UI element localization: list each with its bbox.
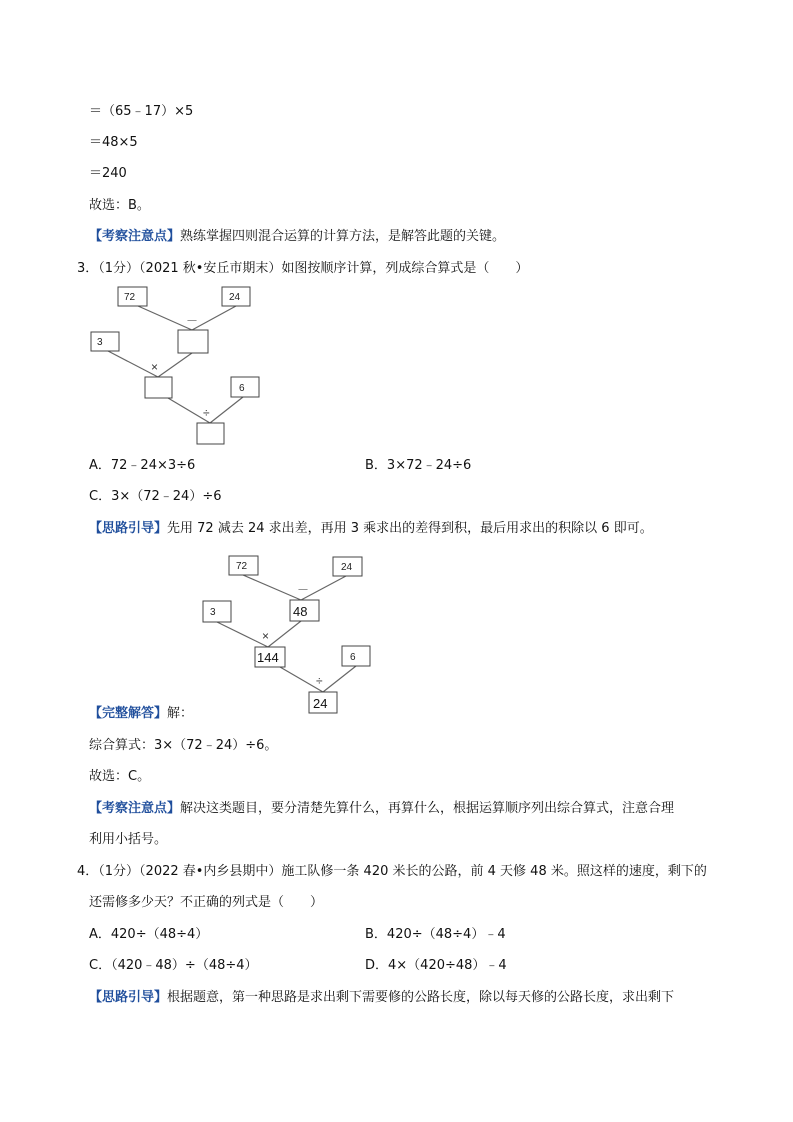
option-c[interactable]: C．3×（72﹣24）÷6 xyxy=(89,489,222,504)
box-6 xyxy=(342,646,370,666)
label-3: 3 xyxy=(210,607,216,618)
divide-sign: ÷ xyxy=(203,406,210,420)
answer-paragraph xyxy=(89,705,193,723)
minus-sign: － xyxy=(297,583,310,597)
label-24: 24 xyxy=(341,562,353,573)
note-text: 解决这类题目，要分清楚先算什么，再算什么，根据运算顺序列出综合算式，注意合理 xyxy=(180,801,675,816)
answer-choice: 故选：B。 xyxy=(89,198,150,213)
times-sign: × xyxy=(151,360,159,374)
label-72: 72 xyxy=(124,292,136,303)
answer-choice: 故选：C。 xyxy=(89,769,151,784)
question-4-stem: 4．（1分）（2022 春•内乡县期中）施工队修一条 420 米长的公路，前 4 天修 48 米。照这样的速度，剩下的 xyxy=(77,864,707,879)
calc-line-3: ＝240 xyxy=(89,166,127,181)
hint-text: 根据题意，第一种思路是求出剩下需要修的公路长度，除以每天修的公路长度，求出剩下 xyxy=(167,990,675,1005)
note-tag: 【考察注意点】 xyxy=(89,229,181,244)
option-b[interactable]: B．420÷（48÷4）﹣4 xyxy=(365,927,506,942)
option-d[interactable]: D．4×（420÷48）﹣4 xyxy=(365,958,507,973)
box-3 xyxy=(203,601,231,622)
option-a[interactable]: A．420÷（48÷4） xyxy=(89,927,209,942)
note-paragraph xyxy=(89,800,674,818)
option-a[interactable]: A．72﹣24×3÷6 xyxy=(89,458,196,473)
answer-tag: 【完整解答】 xyxy=(89,706,168,721)
hint-paragraph xyxy=(89,989,674,1007)
calc-line-2: ＝48×5 xyxy=(89,135,138,150)
option-b[interactable]: B．3×72﹣24÷6 xyxy=(365,458,472,473)
hint-text: 先用 72 减去 24 求出差，再用 3 乘求出的差得到积，最后用求出的积除以 6 即可。 xyxy=(167,521,653,536)
minus-sign: － xyxy=(186,314,199,328)
calc-line-1: ＝（65﹣17）×5 xyxy=(89,104,194,119)
answer-text: 解： xyxy=(167,706,194,721)
hint-tag: 【思路引导】 xyxy=(89,990,168,1005)
hint-tag: 【思路引导】 xyxy=(89,521,168,536)
divide-sign: ÷ xyxy=(316,674,323,688)
label-72: 72 xyxy=(236,561,248,572)
question-3-stem: 3．（1分）（2021 秋•安丘市期末）如图按顺序计算，列成综合算式是（ ） xyxy=(77,261,529,276)
question-4-stem-continued: 还需修多少天？不正确的列式是（ ） xyxy=(89,895,324,910)
label-24: 24 xyxy=(229,292,241,303)
note-tag: 【考察注意点】 xyxy=(89,801,181,816)
note-text-continued: 利用小括号。 xyxy=(89,832,168,847)
option-c[interactable]: C．（420﹣48）÷（48÷4） xyxy=(89,958,258,973)
label-6: 6 xyxy=(350,652,356,663)
label-6: 6 xyxy=(239,383,245,394)
note-text: 熟练掌握四则混合运算的计算方法，是解答此题的关键。 xyxy=(180,229,506,244)
times-sign: × xyxy=(262,629,270,643)
result-24: 24 xyxy=(313,696,328,711)
formula-line: 综合算式：3×（72﹣24）÷6。 xyxy=(89,738,278,753)
result-48: 48 xyxy=(293,604,308,619)
result-144: 144 xyxy=(257,650,279,665)
label-3: 3 xyxy=(97,337,103,348)
